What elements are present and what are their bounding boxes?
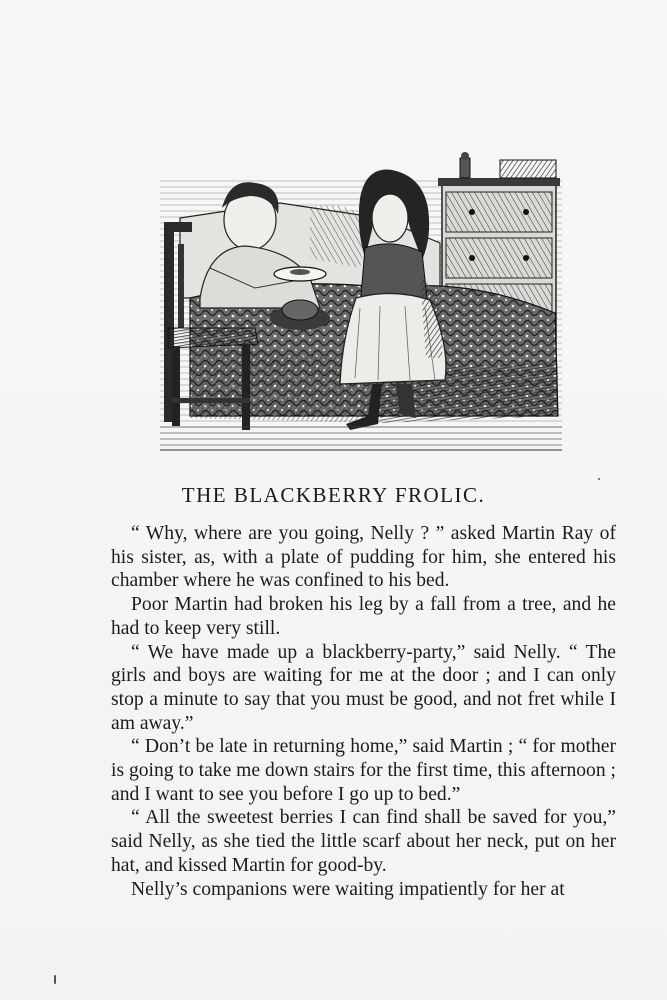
paragraph-2: Poor Martin had broken his leg by a fall from a tree, and he had to keep very still.: [111, 594, 616, 639]
story-title: THE BLACKBERRY FROLIC.: [181, 483, 486, 507]
paper-speck: [598, 478, 600, 480]
engraving-illustration: [160, 148, 562, 454]
story-body: [111, 522, 616, 901]
paragraph-4: “ Don’t be late in returning home,” said Martin ; “ for mother is going to take me down stairs for the first time, this afternoon ; and I want to see you before I go up to bed.”: [111, 736, 616, 805]
paragraph-1: “ Why, where are you going, Nelly ? ” asked Martin Ray of his sister, as, with a plate of pudding for him, she entered his chamber where he was confined to his bed.: [111, 523, 616, 592]
paper-speck: [54, 975, 56, 984]
paragraph-6: Nelly’s companions were waiting impatiently for her at: [131, 878, 565, 900]
paragraph-3: “ We have made up a blackberry-party,” said Nelly. “ The girls and boys are waiting for me at the door ; and I can only stop a minute to say that you must be good, and not fret while I am away.”: [111, 641, 616, 734]
paragraph-5: “ All the sweetest berries I can find shall be saved for you,” said Nelly, as she tied the little scarf about her neck, put on her hat, and kissed Martin for good-by.: [111, 807, 616, 876]
